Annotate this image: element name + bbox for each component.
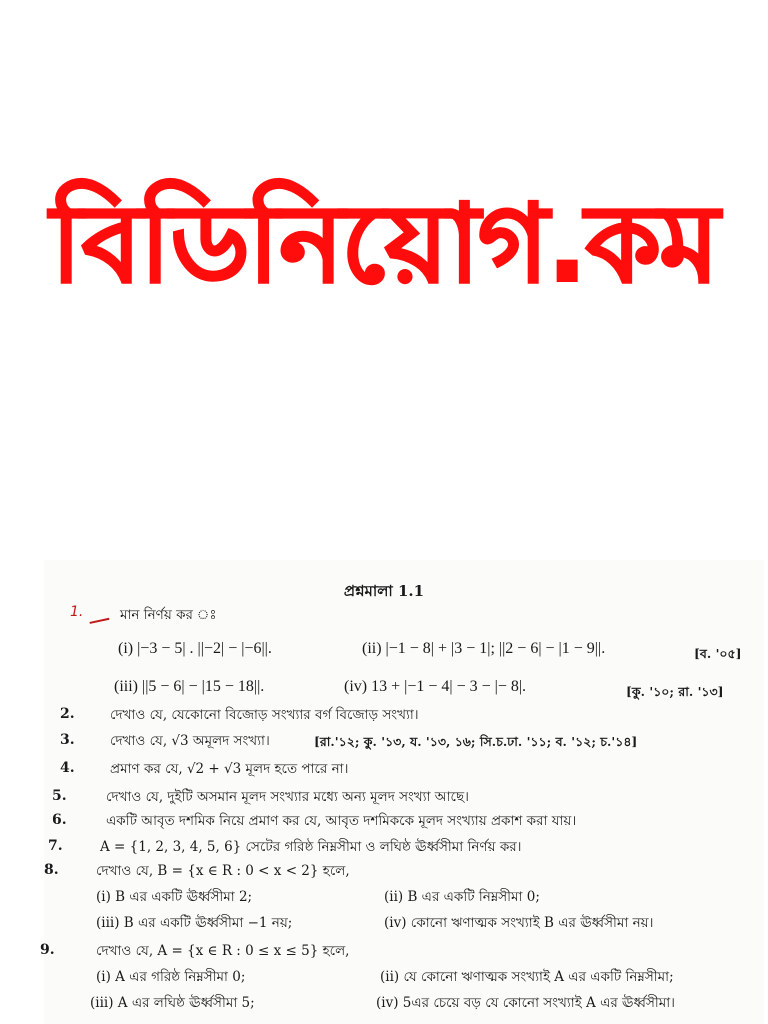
q7-text: A = {1, 2, 3, 4, 5, 6} সেটের গরিষ্ঠ নিম্নসীমা ও লঘিষ্ঠ ঊর্ধ্বসীমা নির্ণয় কর। xyxy=(100,839,522,855)
q1-number: 1. xyxy=(70,604,84,620)
q6-text: একটি আবৃত দশমিক নিয়ে প্রমাণ কর যে, আবৃত দশমিককে মূলদ সংখ্যায় প্রকাশ করা যায়। xyxy=(106,813,577,829)
q9-part-iii: (iii) A এর লঘিষ্ঠ ঊর্ধ্বসীমা 5; xyxy=(90,995,255,1011)
q4-text: প্রমাণ কর যে, √2 + √3 মূলদ হতে পারে না। xyxy=(110,761,349,777)
site-watermark: বিডিনিয়োগ.কম xyxy=(50,182,718,307)
q2-number: 2. xyxy=(60,706,75,722)
q9-part-iv: (iv) 5এর চেয়ে বড় যে কোনো সংখ্যাই A এর ঊর্ধ্বসীমা। xyxy=(376,995,675,1011)
q8-part-i: (i) B এর একটি ঊর্ধ্বসীমা 2; xyxy=(96,889,253,905)
q3-text: দেখাও যে, √3 অমূলদ সংখ্যা। xyxy=(110,733,270,749)
q5-text: দেখাও যে, দুইটি অসমান মূলদ সংখ্যার মধ্যে অন্য মূলদ সংখ্যা আছে। xyxy=(106,789,469,805)
q3-number: 3. xyxy=(60,732,75,748)
q8-number: 8. xyxy=(44,862,59,878)
exercise-title: প্রশ্নমালা 1.1 xyxy=(343,582,425,600)
q6-number: 6. xyxy=(52,812,67,828)
q8-text: দেখাও যে, B = {x ∈ R : 0 < x < 2} হলে, xyxy=(96,863,350,879)
q8-part-iii: (iii) B এর একটি ঊর্ধ্বসীমা −1 নয়; xyxy=(96,915,293,931)
q1-ref-1: [ব. '০৫] xyxy=(694,646,742,661)
q1-ref-2: [কু. '১০; রা. '১৩] xyxy=(626,684,724,699)
q9-text: দেখাও যে, A = {x ∈ R : 0 ≤ x ≤ 5} হলে, xyxy=(96,943,350,959)
q1-part-i: (i) |−3 − 5| . ||−2| − |−6||. xyxy=(118,640,272,657)
q1-part-ii: (ii) |−1 − 8| + |3 − 1|; ||2 − 6| − |1 − 9||. xyxy=(362,640,606,657)
q9-number: 9. xyxy=(40,942,55,958)
q9-part-i: (i) A এর গরিষ্ঠ নিম্নসীমা 0; xyxy=(96,969,246,985)
q5-number: 5. xyxy=(52,788,67,804)
q2-text: দেখাও যে, যেকোনো বিজোড় সংখ্যার বর্গ বিজোড় সংখ্যা। xyxy=(110,707,419,723)
q7-number: 7. xyxy=(48,838,63,854)
q4-number: 4. xyxy=(60,760,75,776)
q8-part-ii: (ii) B এর একটি নিম্নসীমা 0; xyxy=(384,889,540,905)
q1-text: মান নির্ণয় কর ঃ xyxy=(120,607,217,623)
q9-part-ii: (ii) যে কোনো ঋণাত্মক সংখ্যাই A এর একটি নিম্নসীমা; xyxy=(380,969,674,985)
q1-part-iv: (iv) 13 + |−1 − 4| − 3 − |− 8|. xyxy=(344,678,527,695)
q1-part-iii: (iii) ||5 − 6| − |15 − 18||. xyxy=(114,678,265,695)
q3-ref: [রা.'১২; কু. '১৩, য. '১৩, ১৬; সি.চ.ঢা. '১১; ব. '১২; চ.'১৪] xyxy=(314,734,638,749)
q8-part-iv: (iv) কোনো ঋণাত্মক সংখ্যাই B এর ঊর্ধ্বসীমা নয়। xyxy=(384,915,654,931)
